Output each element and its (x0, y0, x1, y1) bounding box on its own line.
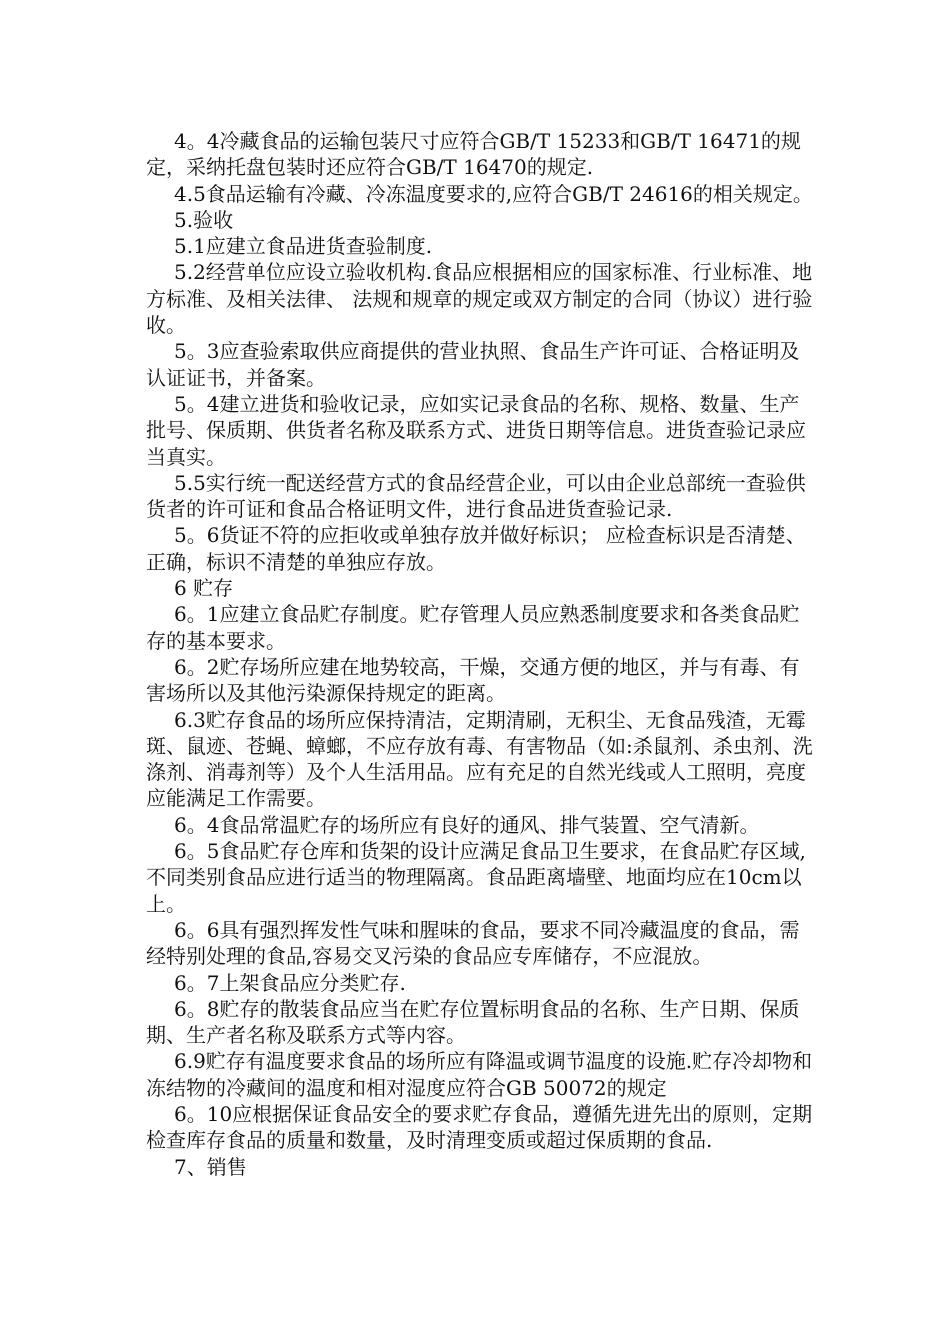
paragraph-6-5: 6。5食品贮存仓库和货架的设计应满足食品卫生要求，在食品贮存区域,不同类别食品应进行适当的物理隔离。食品距离墙壁、地面均应在10cm以上。 (146, 839, 806, 916)
paragraph-5-2: 5.2经营单位应设立验收机构.食品应根据相应的国家标准、行业标准、地方标准、及相关法律、 法规和规章的规定或双方制定的合同（协议）进行验收。 (146, 260, 813, 338)
paragraph-6-9: 6.9贮存有温度要求食品的场所应有降温或调节温度的设施.贮存冷却物和冻结物的冷藏间的温度和相对湿度应符合GB 50072的规定 (146, 1049, 813, 1100)
paragraph-6-1: 6。1应建立食品贮存制度。贮存管理人员应熟悉制度要求和各类食品贮存的基本要求。 (146, 602, 800, 653)
paragraph-5-4: 5。4建立进货和验收记录，应如实记录食品的名称、规格、数量、生产批号、保质期、供货者名称及联系方式、进货日期等信息。进货查验记录应当真实。 (146, 391, 806, 469)
paragraph-6-3: 6.3贮存食品的场所应保持清洁，定期清刷，无积尘、无食品残渣，无霉斑、鼠迹、苍蝇、蟑螂，不应存放有毒、有害物品（如:杀鼠剂、杀虫剂、洗涤剂、消毒剂等）及个人生活用品。应有充足的自然光线或人工照明，亮度应能满足工作需要。 (146, 707, 813, 811)
paragraph-5-5: 5.5实行统一配送经营方式的食品经营企业，可以由企业总部统一查验供货者的许可证和食品合格证明文件，进行食品进货查验记录. (146, 470, 806, 522)
paragraph-6-7: 6。7上架食品应分类贮存. (174, 970, 406, 995)
paragraph-4-5: 4.5食品运输有冷藏、冷冻温度要求的,应符合GB/T 24616的相关规定。 (174, 181, 813, 206)
paragraph-4-4: 4。4冷藏食品的运输包装尺寸应符合GB/T 15233和GB/T 16471的规定，采纳托盘包装时还应符合GB/T 16470的规定. (146, 129, 801, 180)
paragraph-6-6: 6。6具有强烈挥发性气味和腥味的食品，要求不同冷藏温度的食品，需经特别处理的食品,容易交叉污染的食品应专库储存，不应混放。 (146, 917, 800, 969)
paragraph-6-8: 6。8贮存的散装食品应当在贮存位置标明食品的名称、生产日期、保质期、生产者名称及联系方式等内容。 (146, 996, 800, 1048)
paragraph-6-4: 6。4食品常温贮存的场所应有良好的通风、排气装置、空气清新。 (174, 812, 760, 837)
paragraph-5-6: 5。6货证不符的应拒收或单独存放并做好标识； 应检查标识是否清楚、正确，标识不清楚的单独应存放。 (146, 523, 806, 574)
document-body (146, 128, 816, 1180)
section-heading-7: 7、销售 (174, 1154, 247, 1179)
paragraph-5-1: 5.1应建立食品进货查验制度. (174, 234, 433, 259)
paragraph-6-10: 6。10应根据保证食品安全的要求贮存食品，遵循先进先出的原则，定期检查库存食品的质量和数量，及时清理变质或超过保质期的食品. (146, 1101, 813, 1153)
section-heading-6: 6 贮存 (174, 576, 234, 601)
paragraph-6-2: 6。2贮存场所应建在地势较高，干燥，交通方便的地区，并与有毒、有害场所以及其他污染源保持规定的距离。 (146, 654, 800, 706)
section-heading-5: 5.验收 (174, 207, 234, 232)
paragraph-5-3: 5。3应查验索取供应商提供的营业执照、食品生产许可证、合格证明及认证证书，并备案。 (146, 339, 800, 390)
